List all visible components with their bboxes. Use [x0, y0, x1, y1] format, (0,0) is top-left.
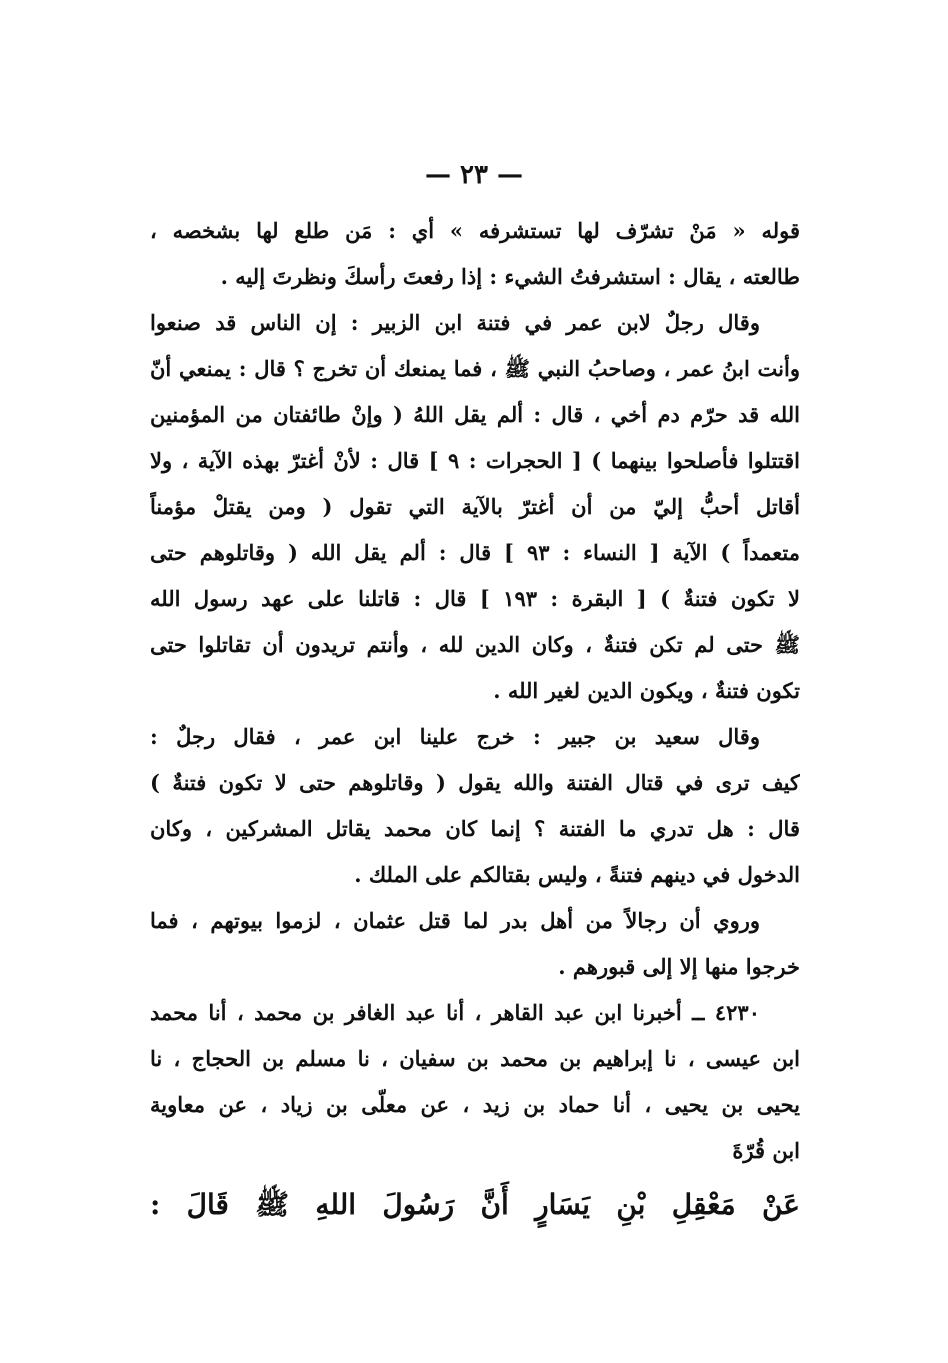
text-line: متعمداً ) الآية [ النساء : ٩٣ ] قال : ألم يقل الله ( وقاتلوهم حتى — [150, 540, 800, 565]
body-text — [150, 208, 800, 1174]
text-line: اقتتلوا فأصلحوا بينهما ) [ الحجرات : ٩ ] قال : لأنْ أغترّ بهذه الآية ، ولا — [150, 448, 800, 473]
text-line: طالعته ، يقال : استشرفتُ الشيء : إذا رفعتَ رأسكَ ونظرتَ إليه . — [220, 264, 800, 289]
text-line: أقاتل أحبُّ إليّ من أن أغترّ بالآية التي تقول ( ومن يقتلْ مؤمناً — [150, 494, 800, 519]
text-line: وقال سعيد بن جبير : خرج علينا ابن عمر ، فقال رجلٌ : — [150, 724, 760, 749]
text-line: الله قد حرّم دم أخي ، قال : ألم يقل اللهُ ( وإنْ طائفتان من المؤمنين — [150, 402, 800, 427]
text-line: تكون فتنةٌ ، ويكون الدين لغير الله . — [493, 678, 800, 703]
hadith-line: عَنْ مَعْقِلِ بْنِ يَسَارٍ أَنَّ رَسُولَ اللهِ ﷺ قَالَ : — [150, 1188, 800, 1221]
text-line: وأنت ابنُ عمر ، وصاحبُ النبي ﷺ ، فما يمنعك أن تخرج ؟ قال : يمنعي أنّ — [150, 356, 800, 381]
text-line: لا تكون فتنةٌ ) [ البقرة : ١٩٣ ] قال : قاتلنا على عهد رسول الله — [150, 586, 800, 611]
text-line: كيف ترى في قتال الفتنة والله يقول ( وقاتلوهم حتى لا تكون فتنةٌ ) — [150, 770, 800, 795]
text-line: وقال رجلٌ لابن عمر في فتنة ابن الزبير : إن الناس قد صنعوا — [150, 310, 760, 335]
text-line: خرجوا منها إلا إلى قبورهم . — [558, 954, 800, 979]
text-line: ابن عيسى ، نا إبراهيم بن محمد بن سفيان ، نا مسلم بن الحجاج ، نا — [150, 1046, 800, 1071]
text-line: الدخول في دينهم فتنةً ، وليس بقتالكم على الملك . — [354, 862, 800, 887]
text-line: يحيى بن يحيى ، أنا حماد بن زيد ، عن معلّى بن زياد ، عن معاوية — [150, 1092, 800, 1117]
page-number: — ٢٣ — — [424, 160, 524, 190]
text-line: قوله « مَنْ تشرّف لها تستشرفه » أي : مَن طلع لها بشخصه ، — [150, 218, 800, 243]
text-line: ٤٢٣٠ ــ أخبرنا ابن عبد القاهر ، أنا عبد الغافر بن محمد ، أنا محمد — [150, 1000, 760, 1025]
text-line: قال : هل تدري ما الفتنة ؟ إنما كان محمد يقاتل المشركين ، وكان — [150, 816, 800, 841]
text-line: ابن قُرّةَ — [732, 1138, 800, 1163]
text-line: ﷺ حتى لم تكن فتنةٌ ، وكان الدين لله ، وأنتم تريدون أن تقاتلوا حتى — [150, 632, 800, 657]
text-line: وروي أن رجالاً من أهل بدر لما قتل عثمان ، لزموا بيوتهم ، فما — [150, 908, 760, 933]
